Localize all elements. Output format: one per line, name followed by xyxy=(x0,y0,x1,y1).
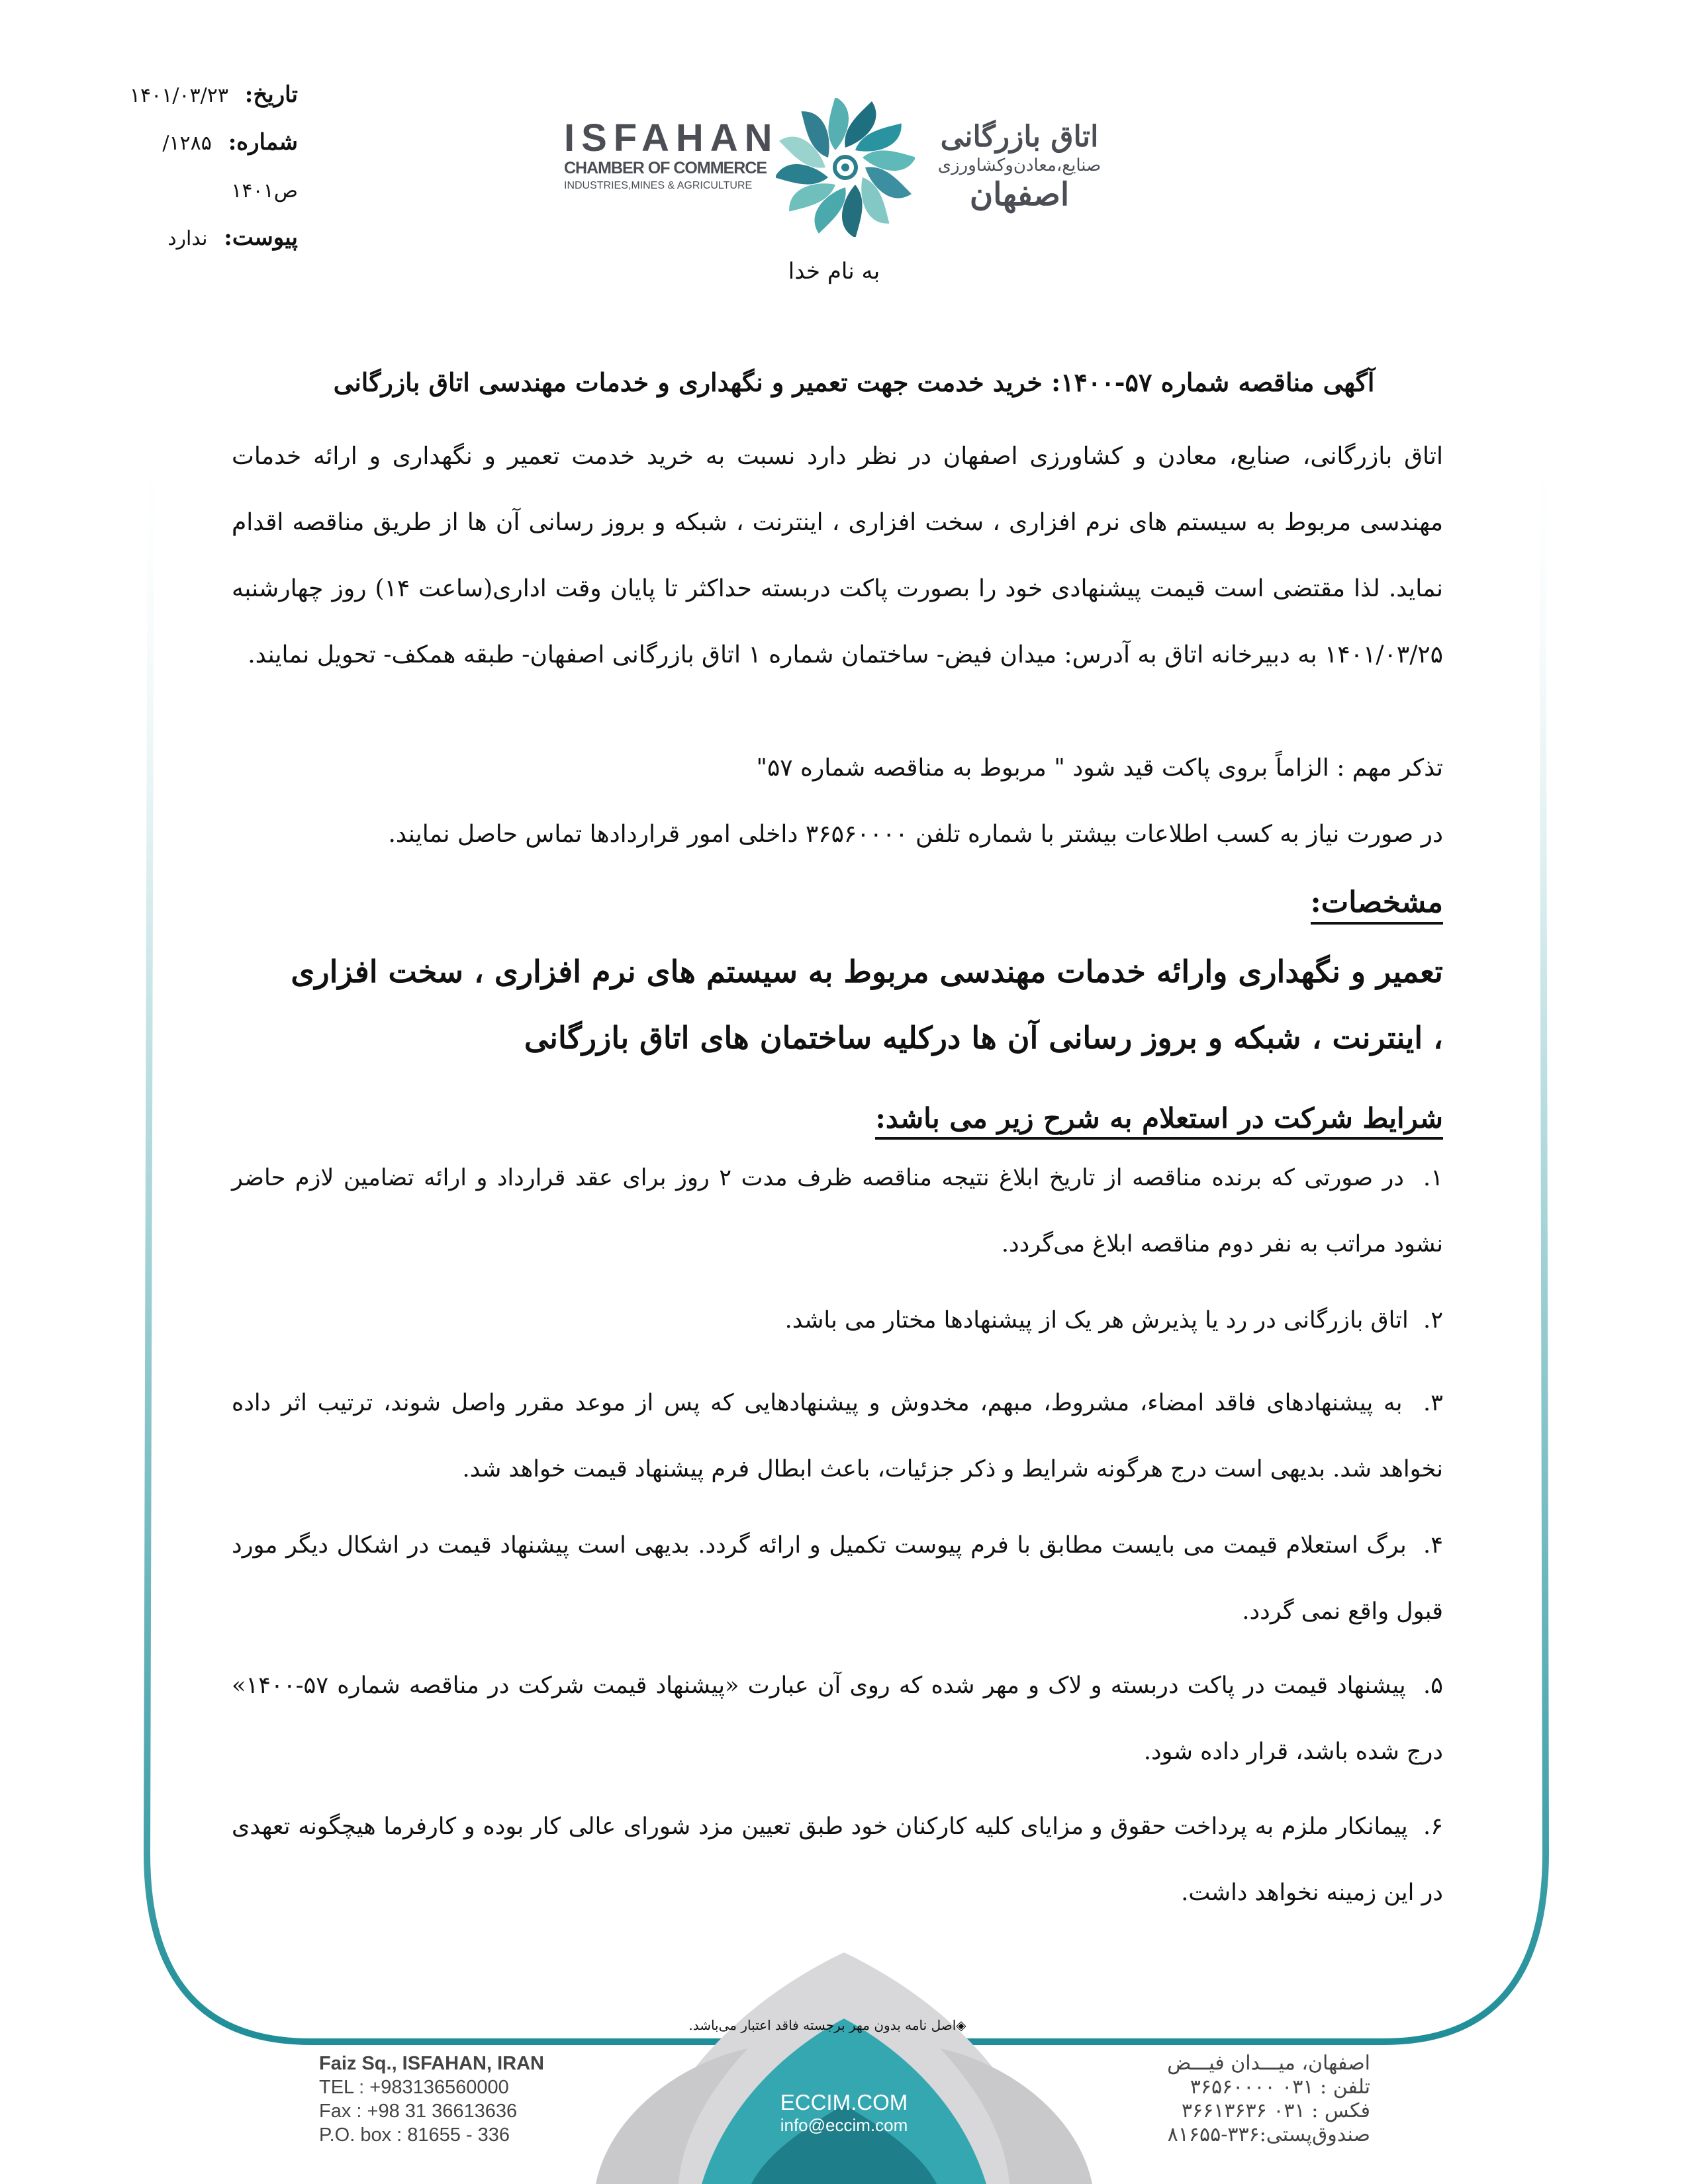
footer-en-po: P.O. box : 81655 - 336 xyxy=(319,2124,510,2146)
logo-isfahan: ISFAHAN xyxy=(564,116,779,159)
condition-text: به پیشنهادهای فاقد امضاء، مشروط، مبهم، مخدوش و پیشنهادهایی که پس از موعد مقرر واصل شوند، ترتیب اثر داده نخواهد شد. بدیهی است درج هرگونه شرایط و ذکر جزئیات، باعث ابطال فرم پیشنهاد قیمت خواهد شد. xyxy=(232,1390,1443,1482)
condition-number: ۶. xyxy=(1423,1813,1443,1840)
footer-english xyxy=(319,2052,597,2147)
condition-item xyxy=(232,1512,1443,1645)
footer-email-link[interactable]: info@eccim.com xyxy=(780,2115,908,2135)
chamber-emblem-icon xyxy=(776,98,915,237)
footer-fa-po: صندوق‌پستی:۳۳۶-۸۱۶۵۵ xyxy=(1167,2123,1370,2146)
condition-number: ۲. xyxy=(1423,1307,1443,1334)
footer-fa-address: اصفهان، میـــدان فیـــض xyxy=(1167,2052,1370,2075)
logo-industries: INDUSTRIES,MINES & AGRICULTURE xyxy=(564,180,753,191)
footer-fa-tel: تلفن : ۰۳۱ ۳۶۵۶۰۰۰۰ xyxy=(1190,2075,1370,2099)
condition-item xyxy=(232,1145,1443,1277)
logo-chamber: CHAMBER OF COMMERCE xyxy=(564,159,767,177)
logo-persian xyxy=(914,119,1125,213)
condition-number: ۳. xyxy=(1423,1390,1443,1416)
attachment-label: پیوست: xyxy=(224,224,298,251)
footer-en-fax: Fax : +98 31 36613636 xyxy=(319,2101,518,2122)
footer-fa-fax: فکس : ۰۳۱ ۳۶۶۱۳۶۳۶ xyxy=(1181,2099,1370,2122)
attachment-value: ندارد xyxy=(167,227,208,250)
condition-item xyxy=(232,1370,1443,1502)
condition-text: پیمانکار ملزم به پرداخت حقوق و مزایای کلیه کارکنان خود طبق تعیین مزد شورای عالی کار بوده و کارفرما هیچگونه تعهدی در این زمینه نخواهد داشت. xyxy=(232,1813,1443,1906)
condition-number: ۱. xyxy=(1423,1165,1443,1191)
logo-fa-line2: صنایع،معادن‌وکشاورزی xyxy=(937,156,1102,175)
stamp-validity-note: ◈اصل نامه بدون مهر برجسته فاقد اعتبار می‌باشد. xyxy=(688,2017,966,2033)
number-row xyxy=(99,119,298,214)
footer-en-tel: TEL : +983136560000 xyxy=(319,2077,509,2098)
condition-number: ۴. xyxy=(1423,1532,1443,1559)
footer-persian xyxy=(1119,2052,1370,2147)
condition-text: پیشنهاد قیمت در پاکت دربسته و لاک و مهر شده که روی آن عبارت «پیشنهاد قیمت شرکت در مناقصه شماره ۵۷-۱۴۰۰» درج شده باشد، قرار داده شود. xyxy=(232,1672,1443,1765)
condition-text: در صورتی که برنده مناقصه از تاریخ ابلاغ نتیجه مناقصه ظرف مدت ۲ روز برای عقد قرارداد و ارائه تضامین لازم حاضر نشود مراتب به نفر دوم مناقصه ابلاغ می‌گردد. xyxy=(232,1165,1443,1257)
specs-body: تعمیر و نگهداری وارائه خدمات مهندسی مربوط به سیستم های نرم افزاری ، سخت افزاری ، اینترنت ، شبکه و بروز رسانی آن ها درکلیه ساختمان های اتاق بازرگانی xyxy=(291,954,1443,1056)
footer-en-address: Faiz Sq., ISFAHAN, IRAN xyxy=(319,2053,544,2074)
date-label: تاریخ: xyxy=(244,81,298,108)
specs-heading xyxy=(1059,886,1443,919)
condition-item xyxy=(232,1794,1443,1926)
logo-english xyxy=(564,116,779,193)
attachment-row xyxy=(99,214,298,262)
important-note: تذکر مهم : الزاماً بروی پاکت قید شود " مربوط به مناقصه شماره ۵۷" xyxy=(756,754,1443,782)
conditions-heading-text: شرایط شرکت در استعلام به شرح زیر می باشد: xyxy=(875,1102,1443,1140)
letter-meta xyxy=(99,71,298,262)
logo-fa-line3: اصفهان xyxy=(969,176,1070,213)
bismillah: به نام خدا xyxy=(788,258,880,285)
condition-text: اتاق بازرگانی در رد یا پذیرش هر یک از پیشنهادها مختار می باشد. xyxy=(784,1307,1409,1334)
intro-paragraph: اتاق بازرگانی، صنایع، معادن و کشاورزی اصفهان در نظر دارد نسبت به خرید خدمت تعمیر و نگهداری و ارائه خدمات مهندسی مربوط به سیستم های نرم افزاری ، سخت افزاری ، اینترنت ، شبکه و بروز رسانی آن ها از طریق مناقصه اقدام نماید. لذا مقتضی است قیمت پیشنهادی خود را بصورت پاکت دربسته حداکثر تا پایان وقت اداری(ساعت ۱۴) روز چهارشنبه ۱۴۰۱/۰۳/۲۵ به دبیرخانه اتاق به آدرس: میدان فیض- ساختمان شماره ۱ اتاق بازرگانی اصفهان- طبقه همکف- تحویل نمایند. xyxy=(232,443,1443,668)
footer-emblem xyxy=(596,1952,1092,2184)
logo-fa-line1: اتاق بازرگانی xyxy=(940,120,1099,154)
condition-text: برگ استعلام قیمت می بایست مطابق با فرم پیوست تکمیل و ارائه گردد. بدیهی است پیشنهاد قیمت در اشکال دیگر مورد قبول واقع نمی گردد. xyxy=(232,1532,1443,1625)
condition-item xyxy=(232,1653,1443,1785)
condition-item xyxy=(232,1287,1443,1353)
specs-heading-text: مشخصات: xyxy=(1311,886,1443,925)
footer-web xyxy=(741,2090,947,2135)
number-value: ۱۲۸۵/ص۱۴۰۱ xyxy=(162,132,298,203)
number-label: شماره: xyxy=(228,129,298,156)
tender-title: آگهی مناقصه شماره ۵۷-۱۴۰۰: خرید خدمت جهت تعمیر و نگهداری و خدمات مهندسی اتاق بازرگانی xyxy=(333,367,1375,397)
contact-note: در صورت نیاز به کسب اطلاعات بیشتر با شماره تلفن ۳۶۵۶۰۰۰۰ داخلی امور قراردادها تماس حاصل نمایند. xyxy=(388,821,1443,848)
condition-number: ۵. xyxy=(1423,1672,1443,1699)
conditions-heading xyxy=(781,1102,1443,1134)
footer-website-link[interactable]: ECCIM.COM xyxy=(780,2090,908,2115)
date-row xyxy=(99,71,298,119)
date-value: ۱۴۰۱/۰۳/۲۳ xyxy=(129,84,228,107)
